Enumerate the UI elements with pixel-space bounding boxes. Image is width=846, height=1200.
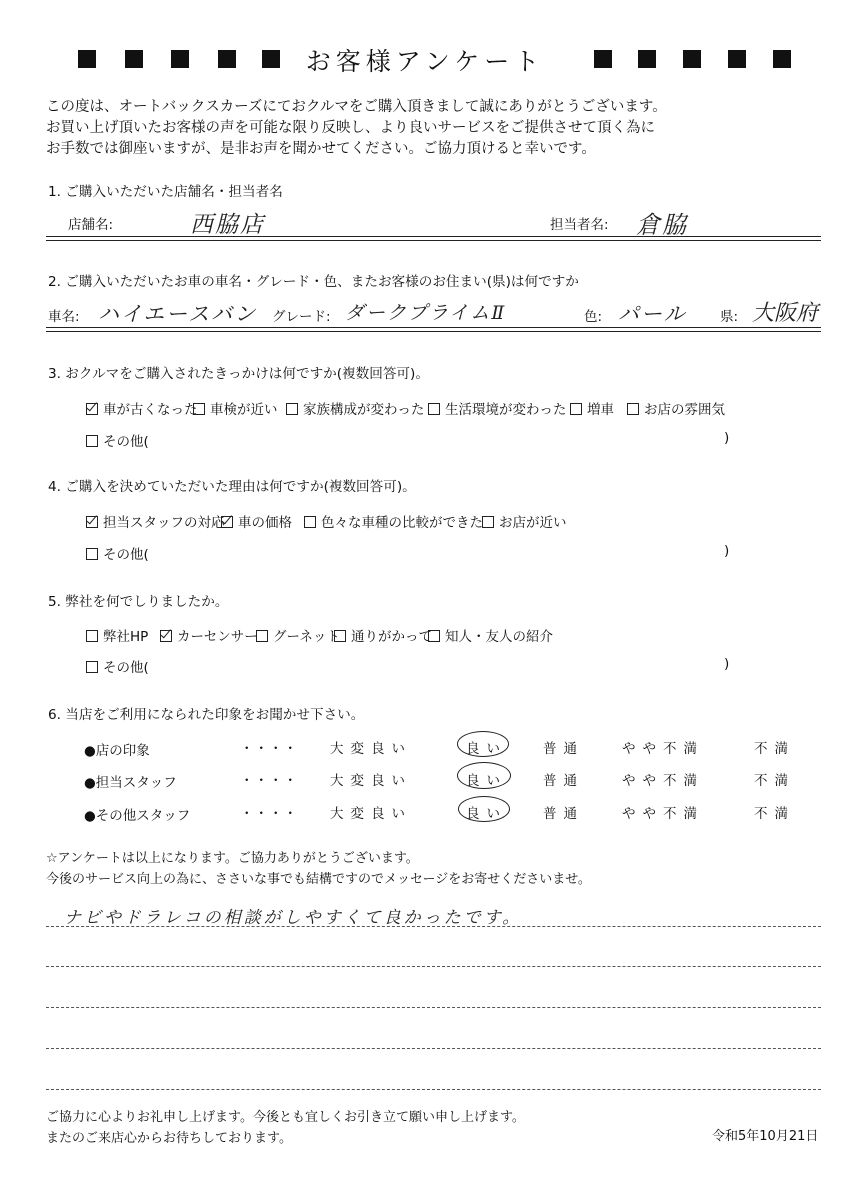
dots: ・・・・: [240, 773, 298, 789]
rating-option[interactable]: 普通: [543, 773, 584, 789]
color-value[interactable]: パール: [618, 302, 687, 326]
dots: ・・・・: [240, 741, 298, 757]
rating-option[interactable]: やや不満: [622, 806, 704, 822]
close-paren: ): [724, 656, 730, 672]
selection-circle-icon: [457, 731, 509, 757]
q5-option-passing[interactable]: 通りがかって: [334, 625, 432, 645]
divider: [46, 327, 821, 332]
checkbox-icon[interactable]: [428, 630, 440, 642]
q3-option-additional-car[interactable]: 増車: [570, 398, 614, 418]
footer-line-1: ご協力に心よりお礼申し上げます。今後とも宜しくお引き立て願い申し上げます。: [46, 1110, 525, 1125]
checkbox-icon[interactable]: [256, 630, 268, 642]
square-icon: [728, 50, 746, 68]
checkbox-icon[interactable]: [482, 516, 494, 528]
checkbox-checked-icon[interactable]: [86, 403, 98, 415]
rating-option[interactable]: 不満: [754, 741, 795, 757]
rating-option[interactable]: 大変良い: [330, 806, 412, 822]
square-icon: [638, 50, 656, 68]
pref-label: 県:: [720, 309, 739, 325]
store-value[interactable]: 西脇店: [190, 212, 265, 238]
closing-line-1: ☆アンケートは以上になります。ご協力ありがとうございます。: [46, 851, 419, 866]
q1-question: 1. ご購入いただいた店舗名・担当者名: [48, 184, 283, 200]
pref-value[interactable]: 大阪府: [752, 301, 819, 326]
rating-option[interactable]: 大変良い: [330, 741, 412, 757]
q5-option-other[interactable]: その他(: [86, 656, 149, 676]
checkbox-icon[interactable]: [334, 630, 346, 642]
checkbox-icon[interactable]: [86, 661, 98, 673]
message-line: [46, 1007, 821, 1008]
rating-option[interactable]: 大変良い: [330, 773, 412, 789]
checkbox-checked-icon[interactable]: [221, 516, 233, 528]
staff-label: 担当者名:: [550, 217, 609, 233]
checkbox-icon[interactable]: [193, 403, 205, 415]
square-icon: [125, 50, 143, 68]
checkbox-icon[interactable]: [627, 403, 639, 415]
rating-row-label: ●店の印象: [84, 743, 150, 759]
checkbox-icon[interactable]: [86, 548, 98, 560]
date: 令和5年10月21日: [712, 1129, 819, 1144]
q5-question: 5. 弊社を何でしりましたか。: [48, 594, 229, 610]
q3-option-old-car[interactable]: 車が古くなった: [86, 398, 198, 418]
q4-option-nearby[interactable]: お店が近い: [482, 511, 567, 531]
square-icon: [218, 50, 236, 68]
rating-option[interactable]: やや不満: [622, 773, 704, 789]
q5-option-carsensor[interactable]: カーセンサー: [160, 625, 258, 645]
intro-line-3: お手数では御座いますが、是非お声を聞かせてください。ご協力頂けると幸いです。: [46, 141, 596, 157]
close-paren: ): [724, 543, 730, 559]
rating-option[interactable]: 不満: [754, 806, 795, 822]
message-line: [46, 966, 821, 967]
checkbox-checked-icon[interactable]: [86, 516, 98, 528]
rating-row-label: ●担当スタッフ: [84, 775, 177, 791]
rating-option[interactable]: やや不満: [622, 741, 704, 757]
grade-label: グレード:: [272, 309, 331, 325]
q4-option-price[interactable]: 車の価格: [221, 511, 292, 531]
store-label: 店舗名:: [68, 217, 114, 233]
q3-option-inspection[interactable]: 車検が近い: [193, 398, 278, 418]
q4-question: 4. ご購入を決めていただいた理由は何ですか(複数回答可)。: [48, 479, 416, 495]
message-line: [46, 926, 821, 927]
rating-row-label: ●その他スタッフ: [84, 808, 191, 824]
checkbox-icon[interactable]: [86, 435, 98, 447]
rating-option-selected[interactable]: 良い: [466, 741, 507, 757]
q4-option-staff[interactable]: 担当スタッフの対応: [86, 511, 225, 531]
square-icon: [262, 50, 280, 68]
message-line: [46, 1089, 821, 1090]
q6-question: 6. 当店をご利用になられた印象をお聞かせ下さい。: [48, 707, 365, 723]
message-text[interactable]: ナビやドラレコの相談がしやすくて良かったです。: [64, 908, 523, 928]
checkbox-icon[interactable]: [86, 630, 98, 642]
checkbox-icon[interactable]: [286, 403, 298, 415]
selection-circle-icon: [457, 762, 511, 789]
q3-option-other[interactable]: その他(: [86, 430, 149, 450]
footer-line-2: またのご来店心からお待ちしております。: [46, 1131, 292, 1146]
square-icon: [594, 50, 612, 68]
square-icon: [78, 50, 96, 68]
rating-option[interactable]: 普通: [543, 806, 584, 822]
square-icon: [773, 50, 791, 68]
car-value[interactable]: ハイエースバン: [98, 302, 258, 326]
staff-value[interactable]: 倉脇: [636, 211, 688, 239]
q4-option-comparison[interactable]: 色々な車種の比較ができた: [304, 511, 483, 531]
q5-option-referral[interactable]: 知人・友人の紹介: [428, 625, 553, 645]
page-title: お客様アンケート: [305, 47, 545, 76]
closing-line-2: 今後のサービス向上の為に、ささいな事でも結構ですのでメッセージをお寄せくださいませ。: [46, 872, 591, 887]
q3-question: 3. おクルマをご購入されたきっかけは何ですか(複数回答可)。: [48, 366, 429, 382]
color-label: 色:: [584, 309, 603, 325]
title-row: [0, 42, 846, 82]
checkbox-icon[interactable]: [428, 403, 440, 415]
checkbox-icon[interactable]: [304, 516, 316, 528]
rating-option[interactable]: 不満: [754, 773, 795, 789]
selection-circle-icon: [458, 796, 510, 822]
q2-question: 2. ご購入いただいたお車の車名・グレード・色、またお客様のお住まい(県)は何ですか: [48, 274, 579, 290]
square-icon: [171, 50, 189, 68]
intro-line-2: お買い上げ頂いたお客様の声を可能な限り反映し、より良いサービスをご提供させて頂く為に: [46, 120, 655, 136]
divider: [46, 236, 821, 241]
car-label: 車名:: [48, 309, 80, 325]
rating-option-selected[interactable]: 良い: [466, 773, 507, 789]
rating-option-selected[interactable]: 良い: [466, 806, 507, 822]
grade-value[interactable]: ダークプライムⅡ: [345, 302, 507, 324]
message-line: [46, 1048, 821, 1049]
dots: ・・・・: [240, 806, 298, 822]
q3-option-environment[interactable]: 生活環境が変わった: [428, 398, 566, 418]
close-paren: ): [724, 430, 730, 446]
q3-option-family[interactable]: 家族構成が変わった: [286, 398, 424, 418]
q5-option-goonet[interactable]: グーネット: [256, 625, 340, 645]
q5-option-hp[interactable]: 弊社HP: [86, 625, 148, 645]
q4-option-other[interactable]: その他(: [86, 543, 149, 563]
intro-line-1: この度は、オートバックスカーズにておクルマをご購入頂きまして誠にありがとうございます。: [46, 99, 667, 115]
rating-option[interactable]: 普通: [543, 741, 584, 757]
checkbox-checked-icon[interactable]: [160, 630, 172, 642]
square-icon: [683, 50, 701, 68]
q3-option-atmosphere[interactable]: お店の雰囲気: [627, 398, 725, 418]
checkbox-icon[interactable]: [570, 403, 582, 415]
